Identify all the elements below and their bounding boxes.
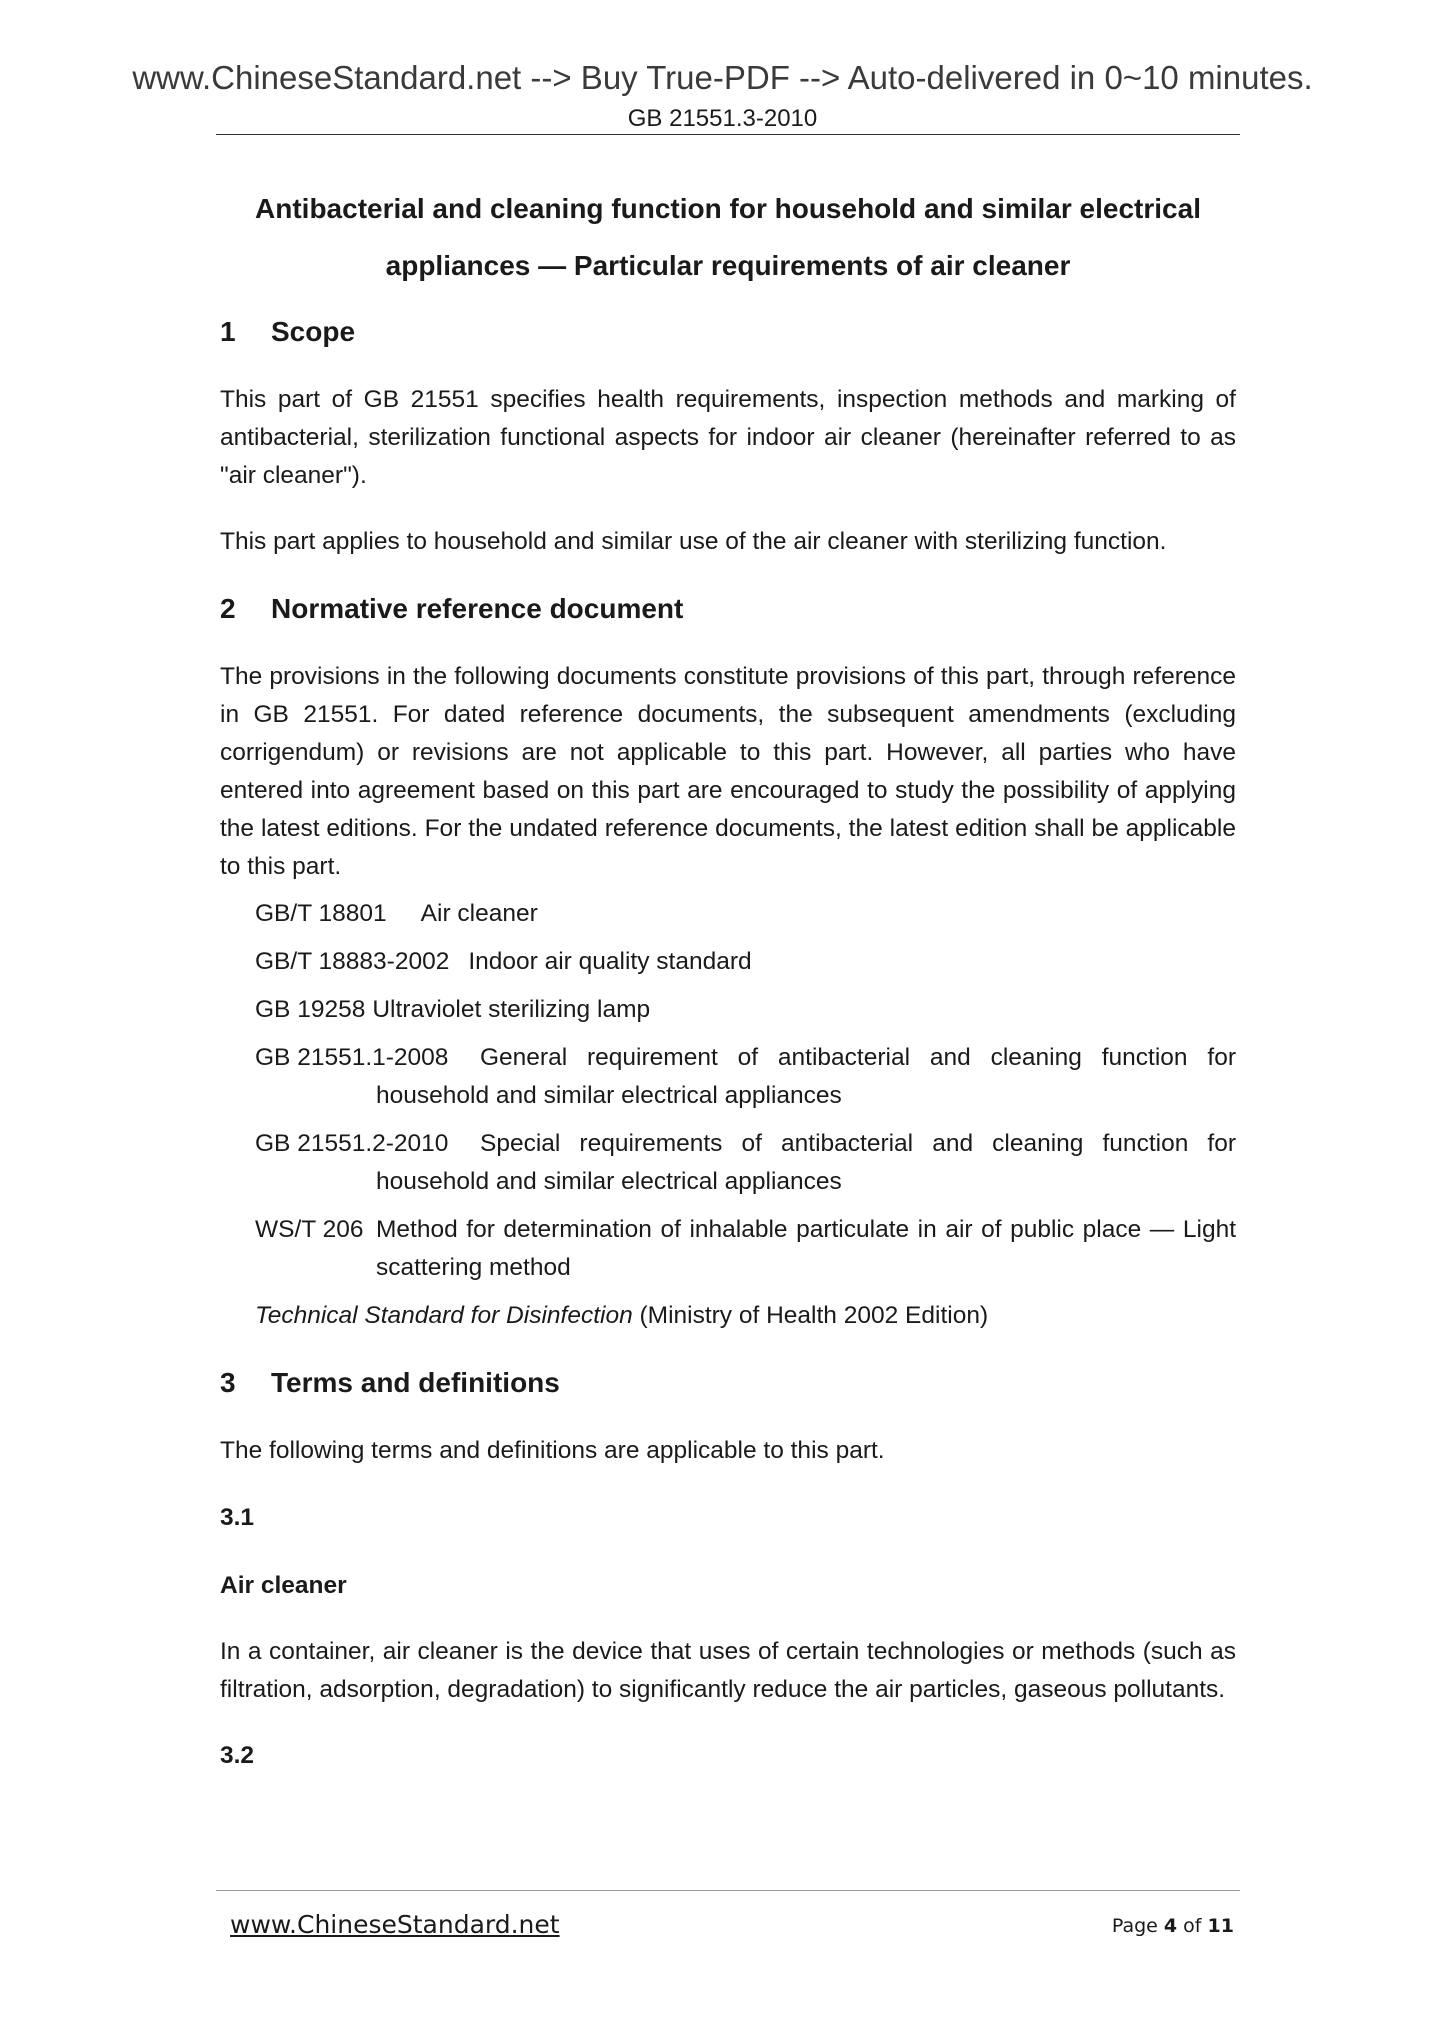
- reference-code-col: [255, 1039, 449, 1115]
- reference-item: [220, 1211, 1236, 1287]
- reference-desc: Indoor air quality standard: [468, 948, 752, 975]
- page-number: 4: [1163, 1915, 1178, 1937]
- section-heading-scope: [220, 314, 1236, 350]
- document-title-line-1: Antibacterial and cleaning function for household and similar electrical: [255, 193, 1201, 224]
- section-number: 1: [220, 316, 236, 347]
- header-rule: [216, 134, 1240, 135]
- page-content: [220, 180, 1236, 1772]
- reference-item: [220, 943, 1236, 981]
- section-title: Terms and definitions: [271, 1367, 560, 1398]
- reference-code: GB 21551.2-2010: [255, 1130, 449, 1157]
- page-word: Page: [1111, 1915, 1158, 1937]
- scope-paragraph-2: This part applies to household and similar use of the air cleaner with sterilizing function.: [220, 528, 1167, 555]
- reference-item: [220, 895, 1236, 933]
- document-title-line-2: appliances — Particular requirements of air cleaner: [385, 250, 1071, 281]
- reference-desc: General requirement of antibacterial and cleaning function for household and similar electrical appliances: [376, 1044, 1236, 1109]
- reference-desc: Special requirements of antibacterial and cleaning function for household and similar electrical appliances: [376, 1130, 1236, 1195]
- reference-code: GB/T 18801: [255, 900, 387, 927]
- term-name: Air cleaner: [220, 1572, 347, 1599]
- footer-website-link[interactable]: www.ChineseStandard.net: [230, 1910, 560, 1939]
- page-total: 11: [1207, 1915, 1234, 1937]
- section-number: 3: [220, 1367, 236, 1398]
- reference-item-technical-standard: [220, 1297, 1236, 1335]
- reference-desc: Method for determination of inhalable particulate in air of public place — Light scattering method: [376, 1216, 1236, 1281]
- scope-paragraph-1: This part of GB 21551 specifies health requirements, inspection methods and marking of antibacterial, sterilization functional aspects for indoor air cleaner (hereinafter referred to as "air cleaner").: [220, 386, 1236, 489]
- reference-code: GB 19258: [255, 996, 366, 1023]
- term-definition: In a container, air cleaner is the device that uses of certain technologies or methods (such as filtration, adsorption, degradation) to significantly reduce the air particles, gaseous pollutants.: [220, 1638, 1236, 1703]
- reference-item: [220, 991, 1236, 1029]
- reference-title: Technical Standard for Disinfection: [255, 1302, 633, 1329]
- reference-item: [220, 1125, 1236, 1201]
- reference-code-col: [255, 1211, 376, 1287]
- reference-note: (Ministry of Health 2002 Edition): [639, 1302, 989, 1329]
- standard-code: GB 21551.3-2010: [627, 105, 818, 132]
- normative-paragraph: The provisions in the following documents constitute provisions of this part, through reference in GB 21551. For dated reference documents, the subsequent amendments (excluding corrigendum) or revisions are not applicable to this part. However, all parties who have entered into agreement based on this part are encouraged to study the possibility of applying the latest editions. For the undated reference documents, the latest edition shall be applicable to this part.: [220, 663, 1236, 880]
- reference-code: GB 21551.1-2008: [255, 1044, 449, 1071]
- reference-desc: Air cleaner: [420, 900, 538, 927]
- reference-item: [220, 1039, 1236, 1115]
- section-number: 2: [220, 593, 236, 624]
- section-heading-terms: [220, 1365, 1236, 1401]
- of-word: of: [1183, 1915, 1202, 1937]
- reference-code: WS/T 206: [255, 1216, 364, 1243]
- section-heading-normative-references: [220, 591, 1236, 627]
- promo-banner[interactable]: www.ChineseStandard.net --> Buy True-PDF --> Auto-delivered in 0~10 minutes.: [132, 59, 1313, 96]
- term-number: 3.2: [220, 1742, 255, 1769]
- section-title: Normative reference document: [271, 593, 684, 624]
- reference-desc: Ultraviolet sterilizing lamp: [372, 996, 651, 1023]
- footer-rule: [216, 1890, 1240, 1891]
- section-title: Scope: [271, 316, 356, 347]
- term-number: 3.1: [220, 1504, 255, 1531]
- reference-code-col: [255, 1125, 449, 1201]
- reference-code: GB/T 18883-2002: [255, 948, 450, 975]
- terms-intro: The following terms and definitions are applicable to this part.: [220, 1437, 885, 1464]
- page-indicator: [1112, 1913, 1234, 1939]
- document-title: [220, 180, 1236, 294]
